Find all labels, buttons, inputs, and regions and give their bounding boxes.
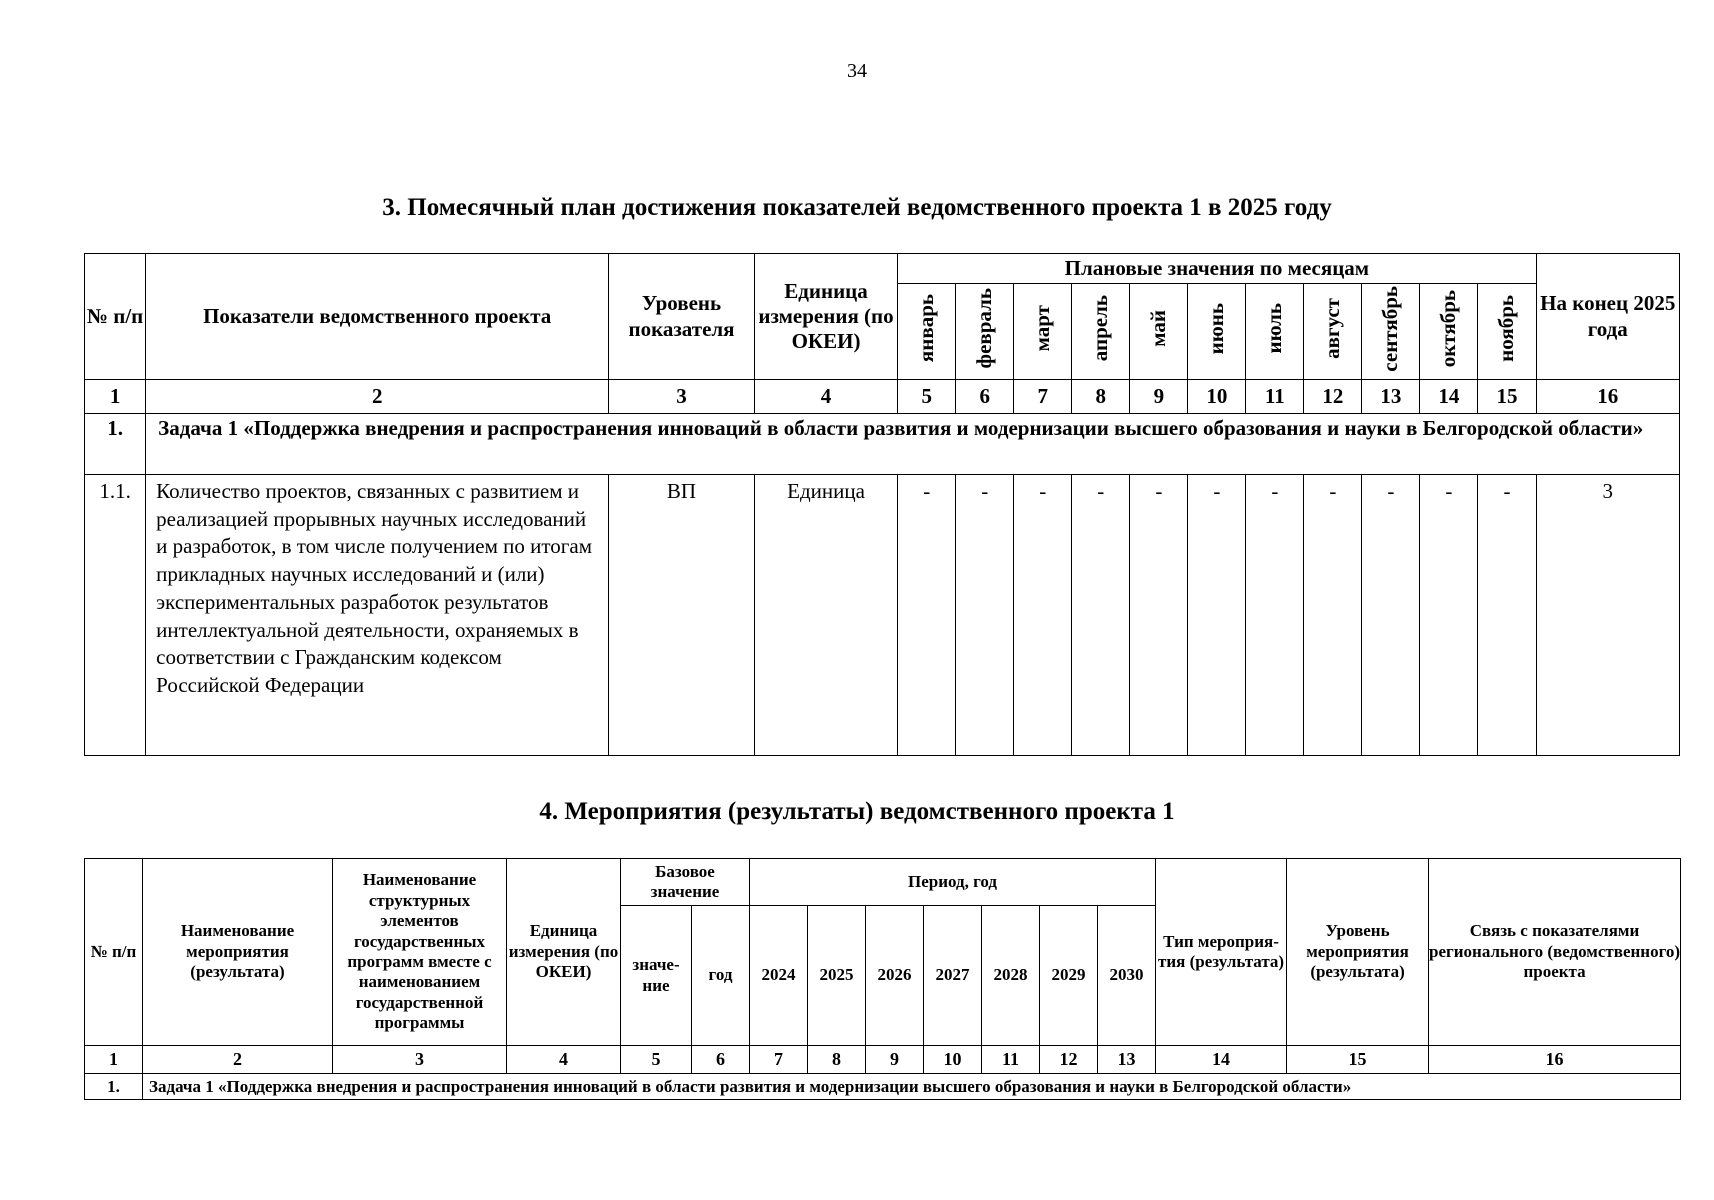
month-value: - — [1304, 475, 1362, 756]
header-level: Уровень показателя — [609, 254, 755, 380]
task-text: Задача 1 «Поддержка внедрения и распространения инноваций в области развития и модернизации высшего образования и науки в Белгородской области» — [143, 1074, 1681, 1100]
header-year: 2027 — [924, 906, 982, 1046]
header-year: 2024 — [750, 906, 808, 1046]
month-value: - — [1188, 475, 1246, 756]
column-number: 15 — [1287, 1046, 1429, 1074]
header-indicator: Показатели ведомственного проекта — [146, 254, 609, 380]
column-number: 16 — [1536, 380, 1680, 414]
column-number: 4 — [507, 1046, 621, 1074]
task-number: 1. — [85, 1074, 143, 1100]
column-number: 8 — [808, 1046, 866, 1074]
month-value: - — [1014, 475, 1072, 756]
indicator-unit: Единица — [754, 475, 897, 756]
header-month: май — [1130, 284, 1188, 380]
month-value: - — [1072, 475, 1130, 756]
column-number: 13 — [1098, 1046, 1156, 1074]
header-no: № п/п — [85, 254, 146, 380]
column-number: 13 — [1362, 380, 1420, 414]
column-number: 14 — [1420, 380, 1478, 414]
header-year: 2025 — [808, 906, 866, 1046]
column-number: 5 — [898, 380, 956, 414]
header-month: июль — [1246, 284, 1304, 380]
task-row — [85, 1074, 1681, 1100]
header-structural-elements: Наименование структурных элементов государственных программ вместе с наименованием государственной программы — [333, 859, 507, 1046]
column-number: 6 — [692, 1046, 750, 1074]
column-number: 11 — [1246, 380, 1304, 414]
header-year: 2030 — [1098, 906, 1156, 1046]
task-number: 1. — [85, 414, 146, 475]
column-number: 3 — [609, 380, 755, 414]
column-number: 11 — [982, 1046, 1040, 1074]
column-number: 12 — [1304, 380, 1362, 414]
column-number: 8 — [1072, 380, 1130, 414]
column-number: 2 — [143, 1046, 333, 1074]
column-number: 6 — [956, 380, 1014, 414]
indicator-name: Количество проектов, связанных с развитием и реализацией прорывных научных исследований и разработок, в том числе получением по итогам прикладных научных исследований и (или) экспериментальных разработок результатов интеллектуальной деятельности, охраняемых в соответствии с Гражданским кодексом Российской Федерации — [146, 475, 609, 756]
column-number: 10 — [924, 1046, 982, 1074]
header-month: февраль — [956, 284, 1014, 380]
header-activity-name: Наименование мероприятия (результата) — [143, 859, 333, 1046]
task-text: Задача 1 «Поддержка внедрения и распространения инноваций в области развития и модернизации высшего образования и науки в Белгородской области» — [146, 414, 1680, 475]
header-base-year: год — [692, 906, 750, 1046]
column-numbers-row — [85, 380, 1680, 414]
column-number: 7 — [750, 1046, 808, 1074]
month-value: - — [1478, 475, 1536, 756]
header-month: март — [1014, 284, 1072, 380]
month-value: - — [898, 475, 956, 756]
header-month: сентябрь — [1362, 284, 1420, 380]
header-unit: Единица измерения (по ОКЕИ) — [754, 254, 897, 380]
header-activity-type: Тип мероприя-тия (результата) — [1156, 859, 1287, 1046]
header-unit: Единица измерения (по ОКЕИ) — [507, 859, 621, 1046]
header-plan-group: Плановые значения по месяцам — [898, 254, 1536, 284]
end-of-year-value: 3 — [1536, 475, 1680, 756]
row-number: 1.1. — [85, 475, 146, 756]
header-month: ноябрь — [1478, 284, 1536, 380]
column-number: 1 — [85, 1046, 143, 1074]
header-month: июнь — [1188, 284, 1246, 380]
header-year: 2026 — [866, 906, 924, 1046]
monthly-plan-table — [84, 253, 1680, 756]
month-value: - — [1130, 475, 1188, 756]
indicator-level: ВП — [609, 475, 755, 756]
header-end-of-year: На конец 2025 года — [1536, 254, 1680, 380]
header-indicator-link: Связь с показателями регионального (ведомственного) проекта — [1429, 859, 1681, 1046]
section-4-title: 4. Мероприятия (результаты) ведомственного проекта 1 — [539, 798, 1175, 825]
column-number: 10 — [1188, 380, 1246, 414]
header-base-group: Базовое значение — [621, 859, 750, 906]
header-base-value: значе-ние — [621, 906, 692, 1046]
header-month: апрель — [1072, 284, 1130, 380]
column-number: 15 — [1478, 380, 1536, 414]
header-period-group: Период, год — [750, 859, 1156, 906]
month-value: - — [1420, 475, 1478, 756]
column-number: 3 — [333, 1046, 507, 1074]
task-row — [85, 414, 1680, 475]
table-row — [85, 475, 1680, 756]
header-year: 2028 — [982, 906, 1040, 1046]
column-number: 16 — [1429, 1046, 1681, 1074]
month-value: - — [1246, 475, 1304, 756]
page-number: 34 — [847, 60, 867, 82]
activities-table — [84, 858, 1681, 1100]
column-numbers-row — [85, 1046, 1681, 1074]
column-number: 14 — [1156, 1046, 1287, 1074]
header-month: январь — [898, 284, 956, 380]
header-no: № п/п — [85, 859, 143, 1046]
column-number: 7 — [1014, 380, 1072, 414]
column-number: 2 — [146, 380, 609, 414]
header-year: 2029 — [1040, 906, 1098, 1046]
column-number: 1 — [85, 380, 146, 414]
header-month: август — [1304, 284, 1362, 380]
month-value: - — [1362, 475, 1420, 756]
column-number: 12 — [1040, 1046, 1098, 1074]
month-value: - — [956, 475, 1014, 756]
column-number: 4 — [754, 380, 897, 414]
header-month: октябрь — [1420, 284, 1478, 380]
section-3-title: 3. Помесячный план достижения показателей ведомственного проекта 1 в 2025 году — [382, 194, 1332, 221]
column-number: 9 — [866, 1046, 924, 1074]
header-activity-level: Уровень мероприятия (результата) — [1287, 859, 1429, 1046]
column-number: 5 — [621, 1046, 692, 1074]
column-number: 9 — [1130, 380, 1188, 414]
